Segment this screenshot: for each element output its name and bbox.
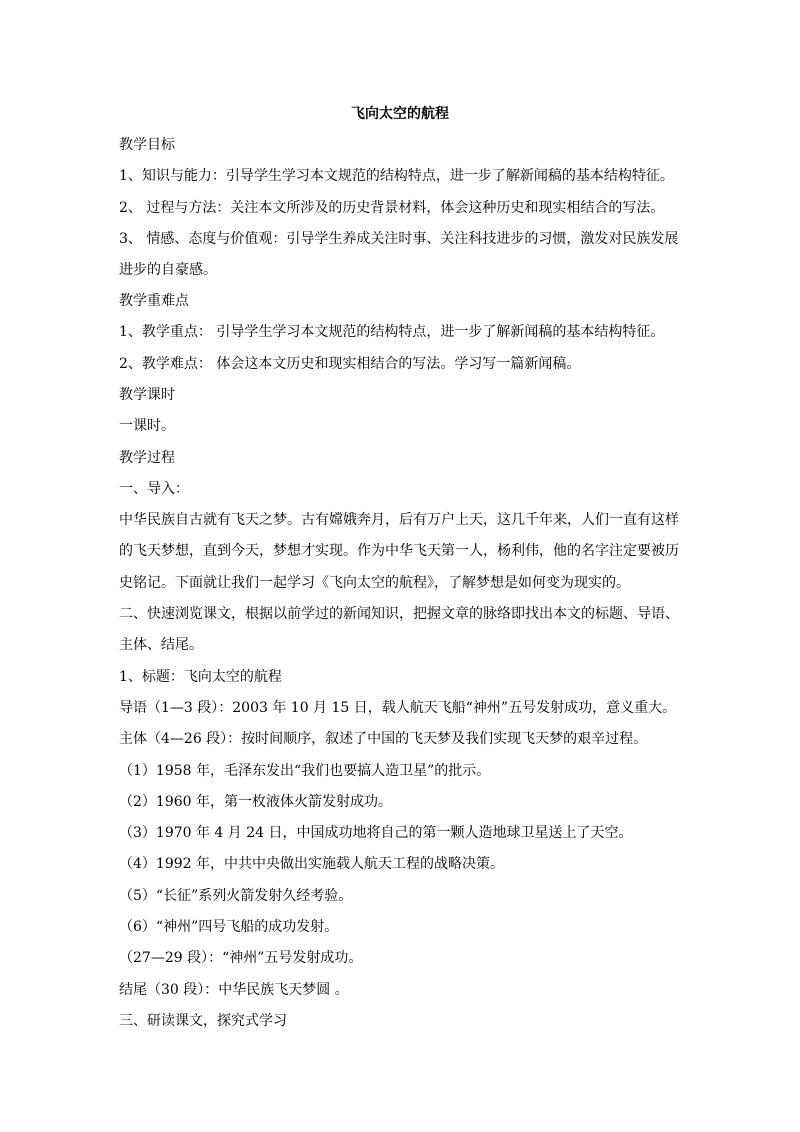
paragraph-line: 一、导入： — [119, 481, 189, 497]
list-item: （6）“神州”四号飞船的成功发射。 — [119, 919, 339, 935]
paragraph-line: 1、标题：飞向太空的航程 — [119, 669, 282, 685]
list-item: （5）“长征”系列火箭发射久经考验。 — [119, 888, 353, 904]
paragraph-line: 中华民族自古就有飞天之梦。古有嫦娥奔月，后有万户上天，这几千年来，人们一直有这样 — [119, 512, 679, 528]
list-item: （1）1958 年，毛泽东发出“我们也要搞人造卫星”的批示。 — [119, 763, 491, 779]
paragraph-line: 3、 情感、态度与价值观：引导学生养成关注时事、关注科技进步的习惯，激发对民族发展 — [119, 231, 679, 247]
section-heading-process: 教学过程 — [119, 450, 175, 466]
document-title: 飞向太空的航程 — [351, 106, 449, 122]
paragraph-line: 二、快速浏览课文，根据以前学过的新闻知识，把握文章的脉络即找出本文的标题、导语、 — [119, 606, 679, 622]
section-heading-class-hours: 教学课时 — [119, 387, 175, 403]
paragraph-line: 2、教学难点： 体会这本文历史和现实相结合的写法。学习写一篇新闻稿。 — [119, 356, 581, 372]
list-item: （4）1992 年，中共中央做出实施载人航天工程的战略决策。 — [119, 856, 504, 872]
paragraph-line: 一课时。 — [119, 418, 175, 434]
paragraph-line: 导语（1—3 段）：2003 年 10 月 15 日，载人航天飞船“神州”五号发射成功，意义重大。 — [119, 700, 677, 716]
list-item: （27—29 段）：“神州”五号发射成功。 — [119, 950, 363, 966]
paragraph-line: 主体（4—26 段）：按时间顺序，叙述了中国的飞天梦及我们实现飞天梦的艰辛过程。 — [119, 731, 648, 747]
paragraph-line: 1、教学重点： 引导学生学习本文规范的结构特点，进一步了解新闻稿的基本结构特征。 — [119, 324, 665, 340]
paragraph-line: 进步的自豪感。 — [119, 262, 217, 278]
section-heading-key-points: 教学重难点 — [119, 293, 189, 309]
section-heading-goals: 教学目标 — [119, 137, 175, 153]
paragraph-line: 三、研读课文，探究式学习 — [119, 1013, 287, 1029]
paragraph-line: 结尾（30 段）：中华民族飞天梦圆 。 — [119, 982, 349, 998]
list-item: （3）1970 年 4 月 24 日，中国成功地将自己的第一颗人造地球卫星送上了天空。 — [119, 825, 633, 841]
paragraph-line: 史铭记。下面就让我们一起学习《飞向太空的航程》，了解梦想是如何变为现实的。 — [119, 575, 630, 591]
paragraph-line: 主体、结尾。 — [119, 637, 203, 653]
paragraph-line: 的飞天梦想，直到今天，梦想才实现。作为中华飞天第一人，杨利伟，他的名字注定要被历 — [119, 543, 679, 559]
paragraph-line: 2、 过程与方法：关注本文所涉及的历史背景材料，体会这种历史和现实相结合的写法。 — [119, 200, 665, 216]
list-item: （2）1960 年，第一枚液体火箭发射成功。 — [119, 794, 392, 810]
paragraph-line: 1、知识与能力：引导学生学习本文规范的结构特点，进一步了解新闻稿的基本结构特征。 — [119, 168, 674, 184]
